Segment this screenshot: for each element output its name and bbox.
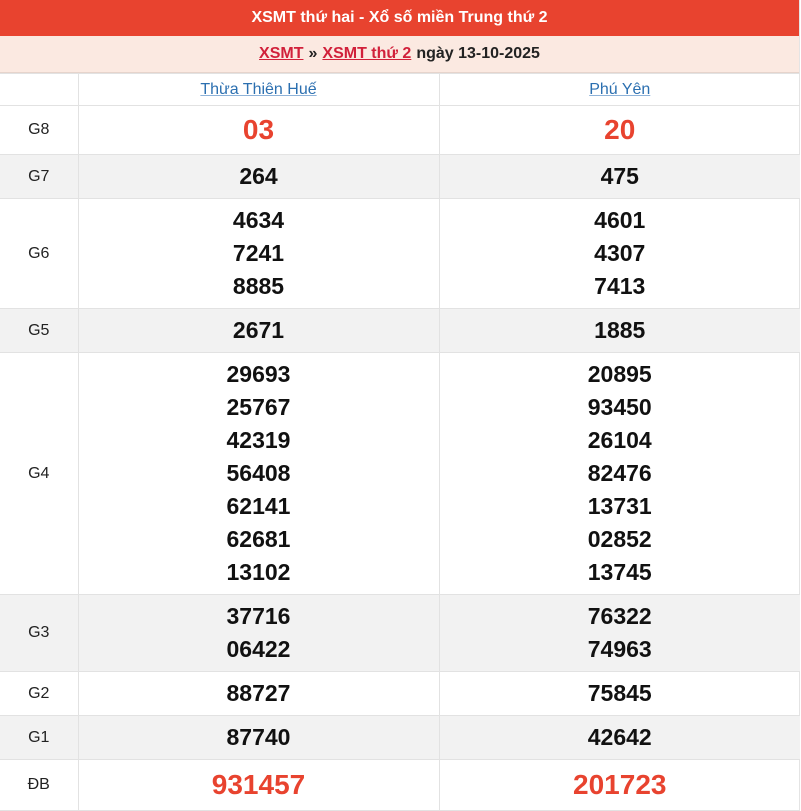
prize-label: G1 [0, 716, 78, 760]
result-number: 37716 [226, 603, 291, 629]
results-table [0, 73, 800, 811]
province-link-thua-thien-hue[interactable]: Thừa Thiên Huế [200, 80, 317, 98]
result-number: 93450 [587, 394, 652, 420]
prize-row-g6 [0, 199, 800, 309]
prize-row-g5 [0, 309, 800, 353]
result-number: 75845 [587, 680, 652, 706]
breadcrumb-xsmt-link[interactable]: XSMT [259, 45, 304, 62]
result-cell [439, 353, 800, 595]
result-cell [78, 106, 439, 155]
result-number: 56408 [226, 460, 291, 486]
province-header [78, 74, 439, 106]
result-number: 88727 [226, 680, 291, 706]
result-number: 06422 [226, 636, 291, 662]
result-cell [78, 760, 439, 811]
prize-label: G8 [0, 106, 78, 155]
result-cell [439, 716, 800, 760]
breadcrumb-separator: » [308, 45, 318, 62]
breadcrumb [0, 36, 799, 73]
result-number: 13102 [226, 559, 291, 585]
result-number: 7241 [232, 240, 285, 266]
result-number: 475 [600, 163, 639, 189]
result-cell [78, 672, 439, 716]
breadcrumb-xsmt-monday-link[interactable]: XSMT thứ 2 [322, 45, 412, 62]
result-number: 76322 [587, 603, 652, 629]
result-number: 74963 [587, 636, 652, 662]
result-number: 7413 [594, 273, 646, 299]
result-number: 02852 [587, 526, 652, 552]
prize-row-g2 [0, 672, 800, 716]
prize-column-header [0, 74, 78, 106]
results-title: XSMT thứ hai - Xổ số miền Trung thứ 2 [0, 0, 799, 36]
result-number: 82476 [587, 460, 652, 486]
special-prize-number: 201723 [573, 769, 667, 800]
result-number: 29693 [226, 361, 291, 387]
prize-label: G5 [0, 309, 78, 353]
prize-row-g8 [0, 106, 800, 155]
result-cell [439, 672, 800, 716]
prize-row-g4 [0, 353, 800, 595]
result-cell [439, 155, 800, 199]
result-cell [78, 155, 439, 199]
result-number: 26104 [587, 427, 652, 453]
result-number: 03 [242, 114, 275, 145]
prize-row-g1 [0, 716, 800, 760]
prize-row-g7 [0, 155, 800, 199]
prize-row-special [0, 760, 800, 811]
prize-label: G6 [0, 199, 78, 309]
result-cell [439, 309, 800, 353]
result-number: 62141 [226, 493, 291, 519]
result-number: 62681 [226, 526, 291, 552]
prize-label: G2 [0, 672, 78, 716]
result-number: 264 [239, 163, 278, 189]
result-cell [78, 595, 439, 672]
breadcrumb-date: ngày 13-10-2025 [416, 45, 540, 62]
special-prize-number: 931457 [211, 769, 306, 800]
prize-label: ĐB [0, 760, 78, 811]
prize-label: G7 [0, 155, 78, 199]
prize-label: G3 [0, 595, 78, 672]
result-number: 13731 [587, 493, 652, 519]
result-cell [78, 199, 439, 309]
result-number: 20895 [587, 361, 652, 387]
result-number: 4307 [594, 240, 646, 266]
result-number: 13745 [587, 559, 652, 585]
province-header [439, 74, 800, 106]
province-link-phu-yen[interactable]: Phú Yên [589, 80, 651, 98]
result-cell [439, 106, 800, 155]
result-number: 4601 [594, 207, 646, 233]
result-number: 8885 [232, 273, 285, 299]
result-cell [439, 760, 800, 811]
result-number: 2671 [232, 317, 285, 343]
result-number: 20 [604, 114, 636, 145]
result-number: 25767 [226, 394, 291, 420]
result-number: 42319 [226, 427, 291, 453]
result-number: 42642 [587, 724, 652, 750]
result-cell [78, 716, 439, 760]
prize-label: G4 [0, 353, 78, 595]
result-cell [78, 309, 439, 353]
result-number: 4634 [232, 207, 285, 233]
province-header-row [0, 74, 800, 106]
result-cell [439, 199, 800, 309]
result-number: 87740 [226, 724, 291, 750]
result-cell [439, 595, 800, 672]
result-number: 1885 [594, 317, 646, 343]
prize-row-g3 [0, 595, 800, 672]
result-cell [78, 353, 439, 595]
